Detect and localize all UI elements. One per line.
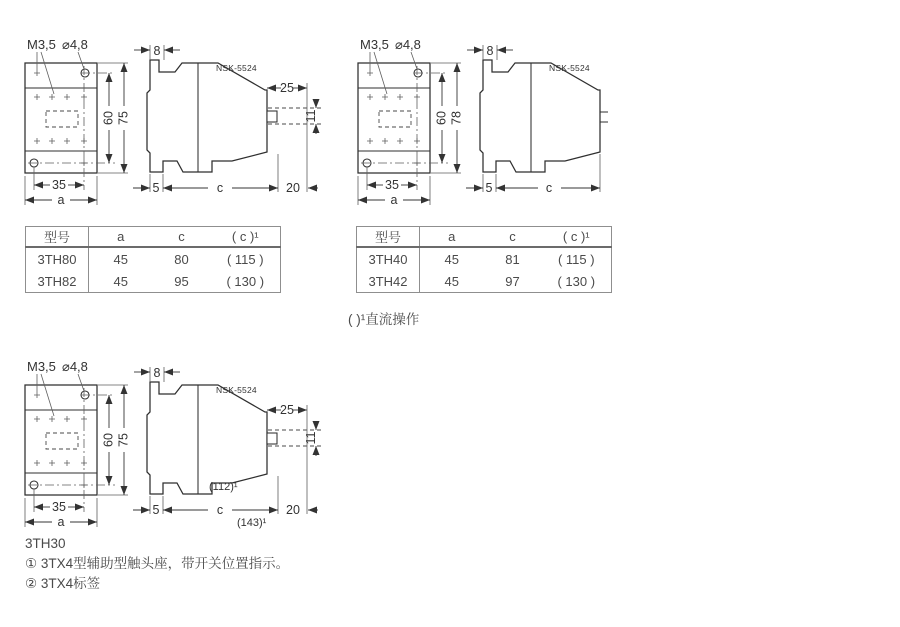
part-number-label: NSK-5524 <box>216 385 257 395</box>
part-number-label: NSK-5524 <box>549 63 590 73</box>
dim-c: c <box>216 181 224 195</box>
dc-operation-footnote: ( )¹直流操作 <box>348 312 420 327</box>
col-header-a: a <box>89 227 153 248</box>
thread-size-label: M3,5 <box>27 37 56 52</box>
front-view-3th80 <box>25 37 131 207</box>
dim-height-inner: 60 <box>101 111 116 125</box>
dim-20: 20 <box>286 181 300 195</box>
dim-height-outer: 75 <box>116 433 131 447</box>
value-c: 95 <box>174 273 189 289</box>
hole-diameter-label: ⌀4,8 <box>62 37 88 52</box>
col-header-c-dc: ( c )¹ <box>211 227 281 248</box>
caption-block <box>25 534 289 594</box>
col-header-c: c <box>484 227 542 248</box>
dim-25: 25 <box>280 81 294 95</box>
side-view-3th40 <box>466 44 608 195</box>
thread-size-label: M3,5 <box>27 359 56 374</box>
hole-diameter-label: ⌀4,8 <box>62 359 88 374</box>
spec-table-3th40 <box>356 226 612 293</box>
dim-5: 5 <box>152 503 160 517</box>
model-cell: 3TH42 <box>357 270 420 293</box>
spec-table-3th80 <box>25 226 281 293</box>
value-c: 80 <box>174 251 189 267</box>
table-row <box>357 270 612 293</box>
dim-width-inner: 35 <box>52 178 66 192</box>
col-header-model: 型号 <box>357 227 420 248</box>
dim-height-outer: 78 <box>449 111 464 125</box>
model-cell: 3TH40 <box>357 247 420 270</box>
table-row <box>26 270 281 293</box>
dim-height-inner: 60 <box>101 433 116 447</box>
caption-title: 3TH30 <box>25 536 66 551</box>
dim-depth-top: 8 <box>153 366 161 380</box>
diagram-3th80 <box>25 37 322 207</box>
value-a: 45 <box>113 251 128 267</box>
col-header-model: 型号 <box>26 227 89 248</box>
value-c-dc: ( 130 ) <box>226 273 265 289</box>
dim-5: 5 <box>152 181 160 195</box>
diagram-3th40 <box>358 37 608 207</box>
front-view-3th30 <box>25 359 131 529</box>
dim-c-total-alt: (143)¹ <box>237 517 267 529</box>
value-a: 45 <box>444 273 459 289</box>
dim-11: 11 <box>304 431 318 445</box>
col-header-c-dc: ( c )¹ <box>542 227 612 248</box>
hole-diameter-label: ⌀4,8 <box>395 37 421 52</box>
dim-width-inner: 35 <box>385 178 399 192</box>
diagram-3th30 <box>25 359 322 529</box>
dim-width-outer: a <box>390 193 398 207</box>
front-view-3th40 <box>358 37 464 207</box>
dim-width-inner: 35 <box>52 500 66 514</box>
dim-20: 20 <box>286 503 300 517</box>
model-cell: 3TH82 <box>26 270 89 293</box>
side-view-3th30 <box>133 366 322 529</box>
dim-width-outer: a <box>57 515 65 529</box>
dim-c: c <box>545 181 553 195</box>
value-c-dc: ( 115 ) <box>557 251 595 267</box>
side-view-3th80 <box>133 44 322 195</box>
dim-height-inner: 60 <box>434 111 449 125</box>
dim-depth-top: 8 <box>486 44 494 58</box>
thread-size-label: M3,5 <box>360 37 389 52</box>
dim-25: 25 <box>280 403 294 417</box>
value-c-dc: ( 130 ) <box>557 273 596 289</box>
dim-depth-top: 8 <box>153 44 161 58</box>
dim-5: 5 <box>485 181 493 195</box>
dim-c: c <box>216 503 224 517</box>
part-number-label: NSK-5524 <box>216 63 257 73</box>
model-cell: 3TH80 <box>26 247 89 270</box>
dim-c-dc-alt: (112)¹ <box>209 481 238 493</box>
dim-11: 11 <box>304 109 318 123</box>
value-c-dc: ( 115 ) <box>226 251 264 267</box>
table-header-row <box>357 227 612 248</box>
table-row <box>357 247 612 270</box>
dim-width-outer: a <box>57 193 65 207</box>
value-c: 97 <box>505 273 520 289</box>
table-row <box>26 247 281 270</box>
table-header-row <box>26 227 281 248</box>
dim-height-outer: 75 <box>116 111 131 125</box>
col-header-a: a <box>420 227 484 248</box>
value-c: 81 <box>505 251 520 267</box>
caption-note-1: ① 3TX4型辅助型触头座，带开关位置指示。 <box>25 556 290 571</box>
value-a: 45 <box>113 273 128 289</box>
col-header-c: c <box>153 227 211 248</box>
value-a: 45 <box>444 251 459 267</box>
caption-note-2: ② 3TX4标签 <box>25 576 101 591</box>
